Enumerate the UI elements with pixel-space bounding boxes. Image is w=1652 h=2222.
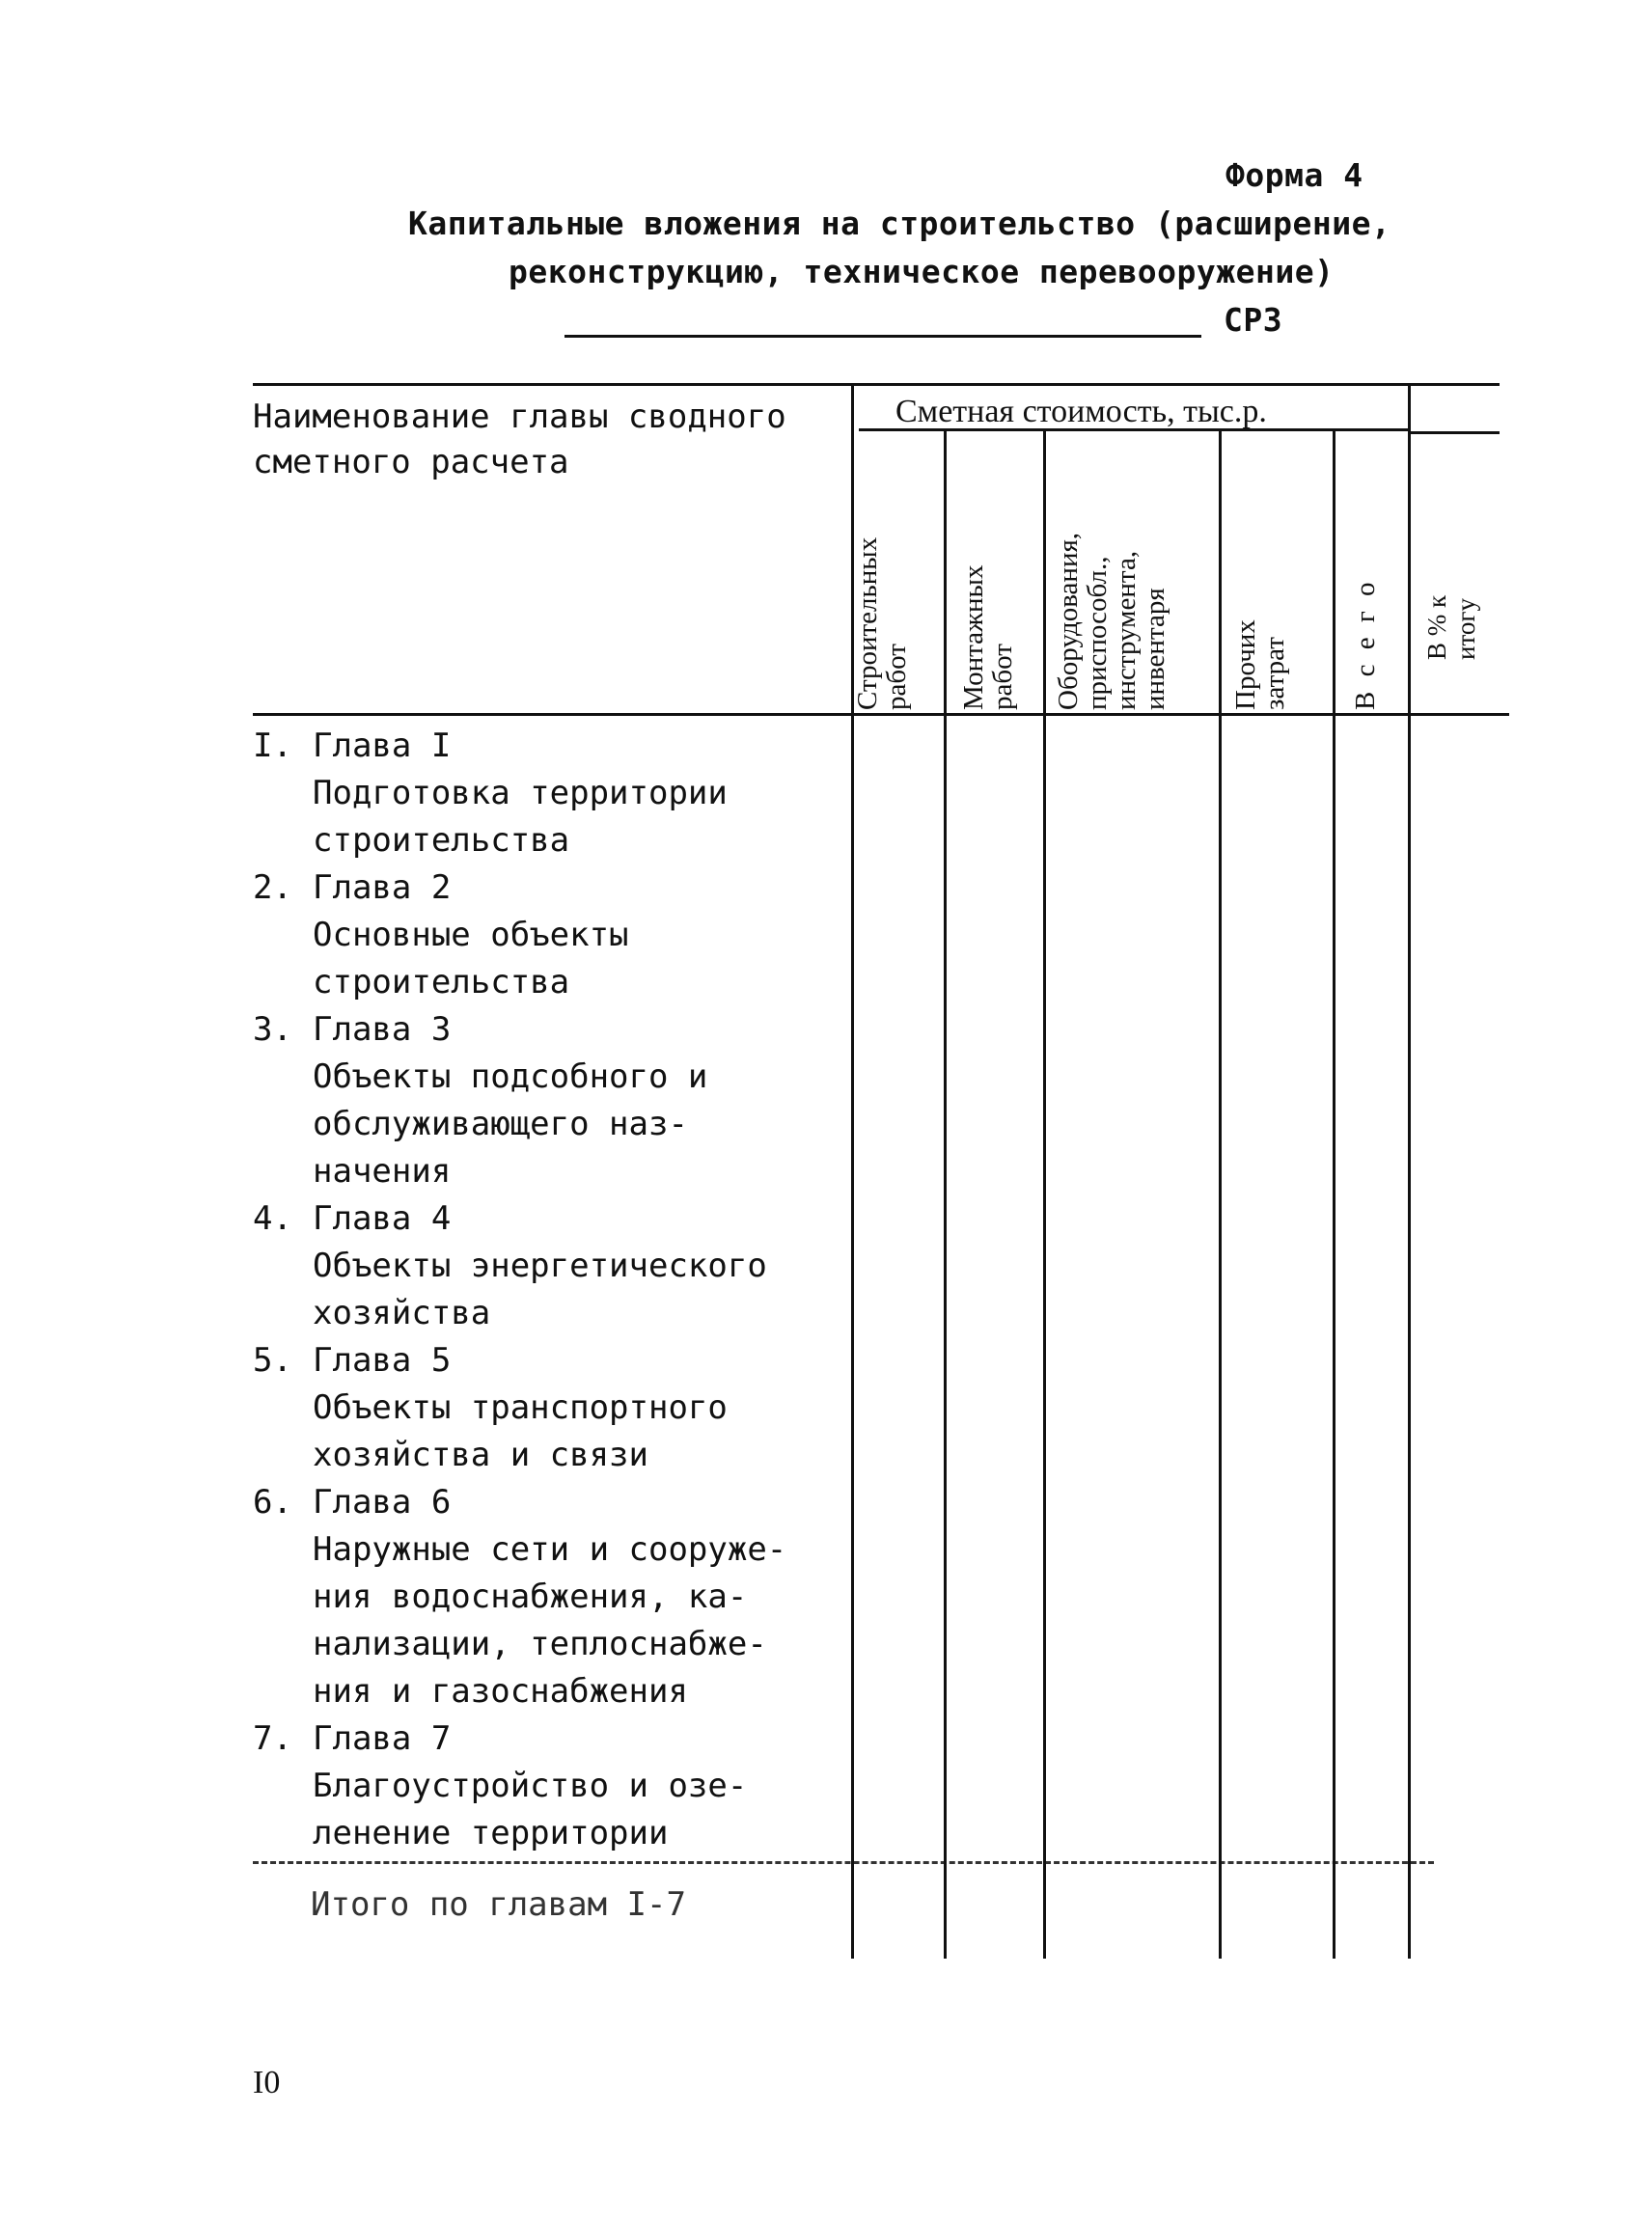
page-number: I0: [253, 2065, 281, 2100]
chapter-description: хозяйства и связи: [313, 1436, 648, 1474]
chapter-description: ленение территории: [313, 1814, 669, 1852]
name-header-line-2: сметного расчета: [253, 443, 569, 481]
title-line-2: реконструкцию, техническое перевооружение): [509, 253, 1335, 290]
chapter-number: 5.: [253, 1341, 292, 1380]
chapter-number: 4.: [253, 1199, 292, 1238]
chapter-title: Глава 3: [313, 1010, 452, 1049]
total-label: Итого по главам I-7: [311, 1885, 686, 1924]
chapter-title: Глава 5: [313, 1341, 452, 1380]
header-bottom-rule: [253, 713, 1509, 716]
column-header-line: В % к: [1422, 594, 1451, 660]
column-header-percent: [1422, 595, 1652, 660]
chapter-number: 3.: [253, 1010, 292, 1049]
blank-line: [564, 335, 1201, 338]
chapter-description: ния и газоснабжения: [313, 1672, 688, 1711]
column-header-line: инструмента,: [1111, 550, 1142, 710]
chapter-description: обслуживающего наз-: [313, 1105, 688, 1143]
column-header-line: работ: [987, 644, 1018, 710]
right-header-line: [1411, 431, 1500, 434]
chapter-title: Глава 2: [313, 868, 452, 907]
column-header-line: итогу: [1451, 598, 1480, 660]
total-separator: [253, 1861, 1434, 1864]
chapter-number: I.: [253, 727, 292, 765]
column-header-line: инвентаря: [1140, 588, 1170, 710]
chapter-description: Основные объекты: [313, 916, 629, 954]
group-header: Сметная стоимость, тыс.р.: [895, 394, 1267, 429]
table-top-rule: [253, 383, 1500, 386]
chapter-description: нализации, теплоснабже-: [313, 1625, 767, 1663]
name-header-line-1: Наименование главы сводного: [253, 398, 786, 436]
chapter-number: 6.: [253, 1483, 292, 1522]
chapter-title: Глава 6: [313, 1483, 452, 1522]
chapter-number: 2.: [253, 868, 292, 907]
title-line-1: Капитальные вложения на строительство (расширение,: [408, 205, 1391, 242]
column-header-line: Прочих: [1230, 619, 1261, 710]
column-header-line: Строительных: [852, 536, 883, 710]
column-header-line: Монтажных: [958, 564, 989, 710]
chapter-description: ния водоснабжения, ка-: [313, 1577, 748, 1616]
column-header-line: затрат: [1259, 637, 1290, 710]
chapter-description: хозяйства: [313, 1294, 491, 1332]
chapter-description: Объекты транспортного: [313, 1388, 728, 1427]
chapter-description: Объекты энергетического: [313, 1247, 767, 1285]
chapter-title: Глава I: [313, 727, 452, 765]
chapter-description: строительства: [313, 963, 570, 1001]
chapter-title: Глава 7: [313, 1719, 452, 1758]
form-label: Форма 4: [1225, 156, 1363, 194]
chapter-description: Наружные сети и сооруже-: [313, 1530, 787, 1569]
title-suffix: СРЗ: [1224, 301, 1283, 339]
chapter-description: Благоустройство и озе-: [313, 1767, 748, 1805]
column-header-line: работ: [881, 644, 912, 710]
chapter-description: начения: [313, 1152, 452, 1191]
chapter-description: Объекты подсобного и: [313, 1057, 708, 1096]
chapter-title: Глава 4: [313, 1199, 452, 1238]
chapter-number: 7.: [253, 1719, 292, 1758]
chapter-description: Подготовка территории: [313, 774, 728, 812]
column-header-line: В с е г о: [1350, 578, 1381, 710]
chapter-description: строительства: [313, 821, 570, 860]
column-header-line: приспособл.,: [1082, 556, 1113, 710]
column-header-line: Оборудования,: [1053, 532, 1084, 710]
